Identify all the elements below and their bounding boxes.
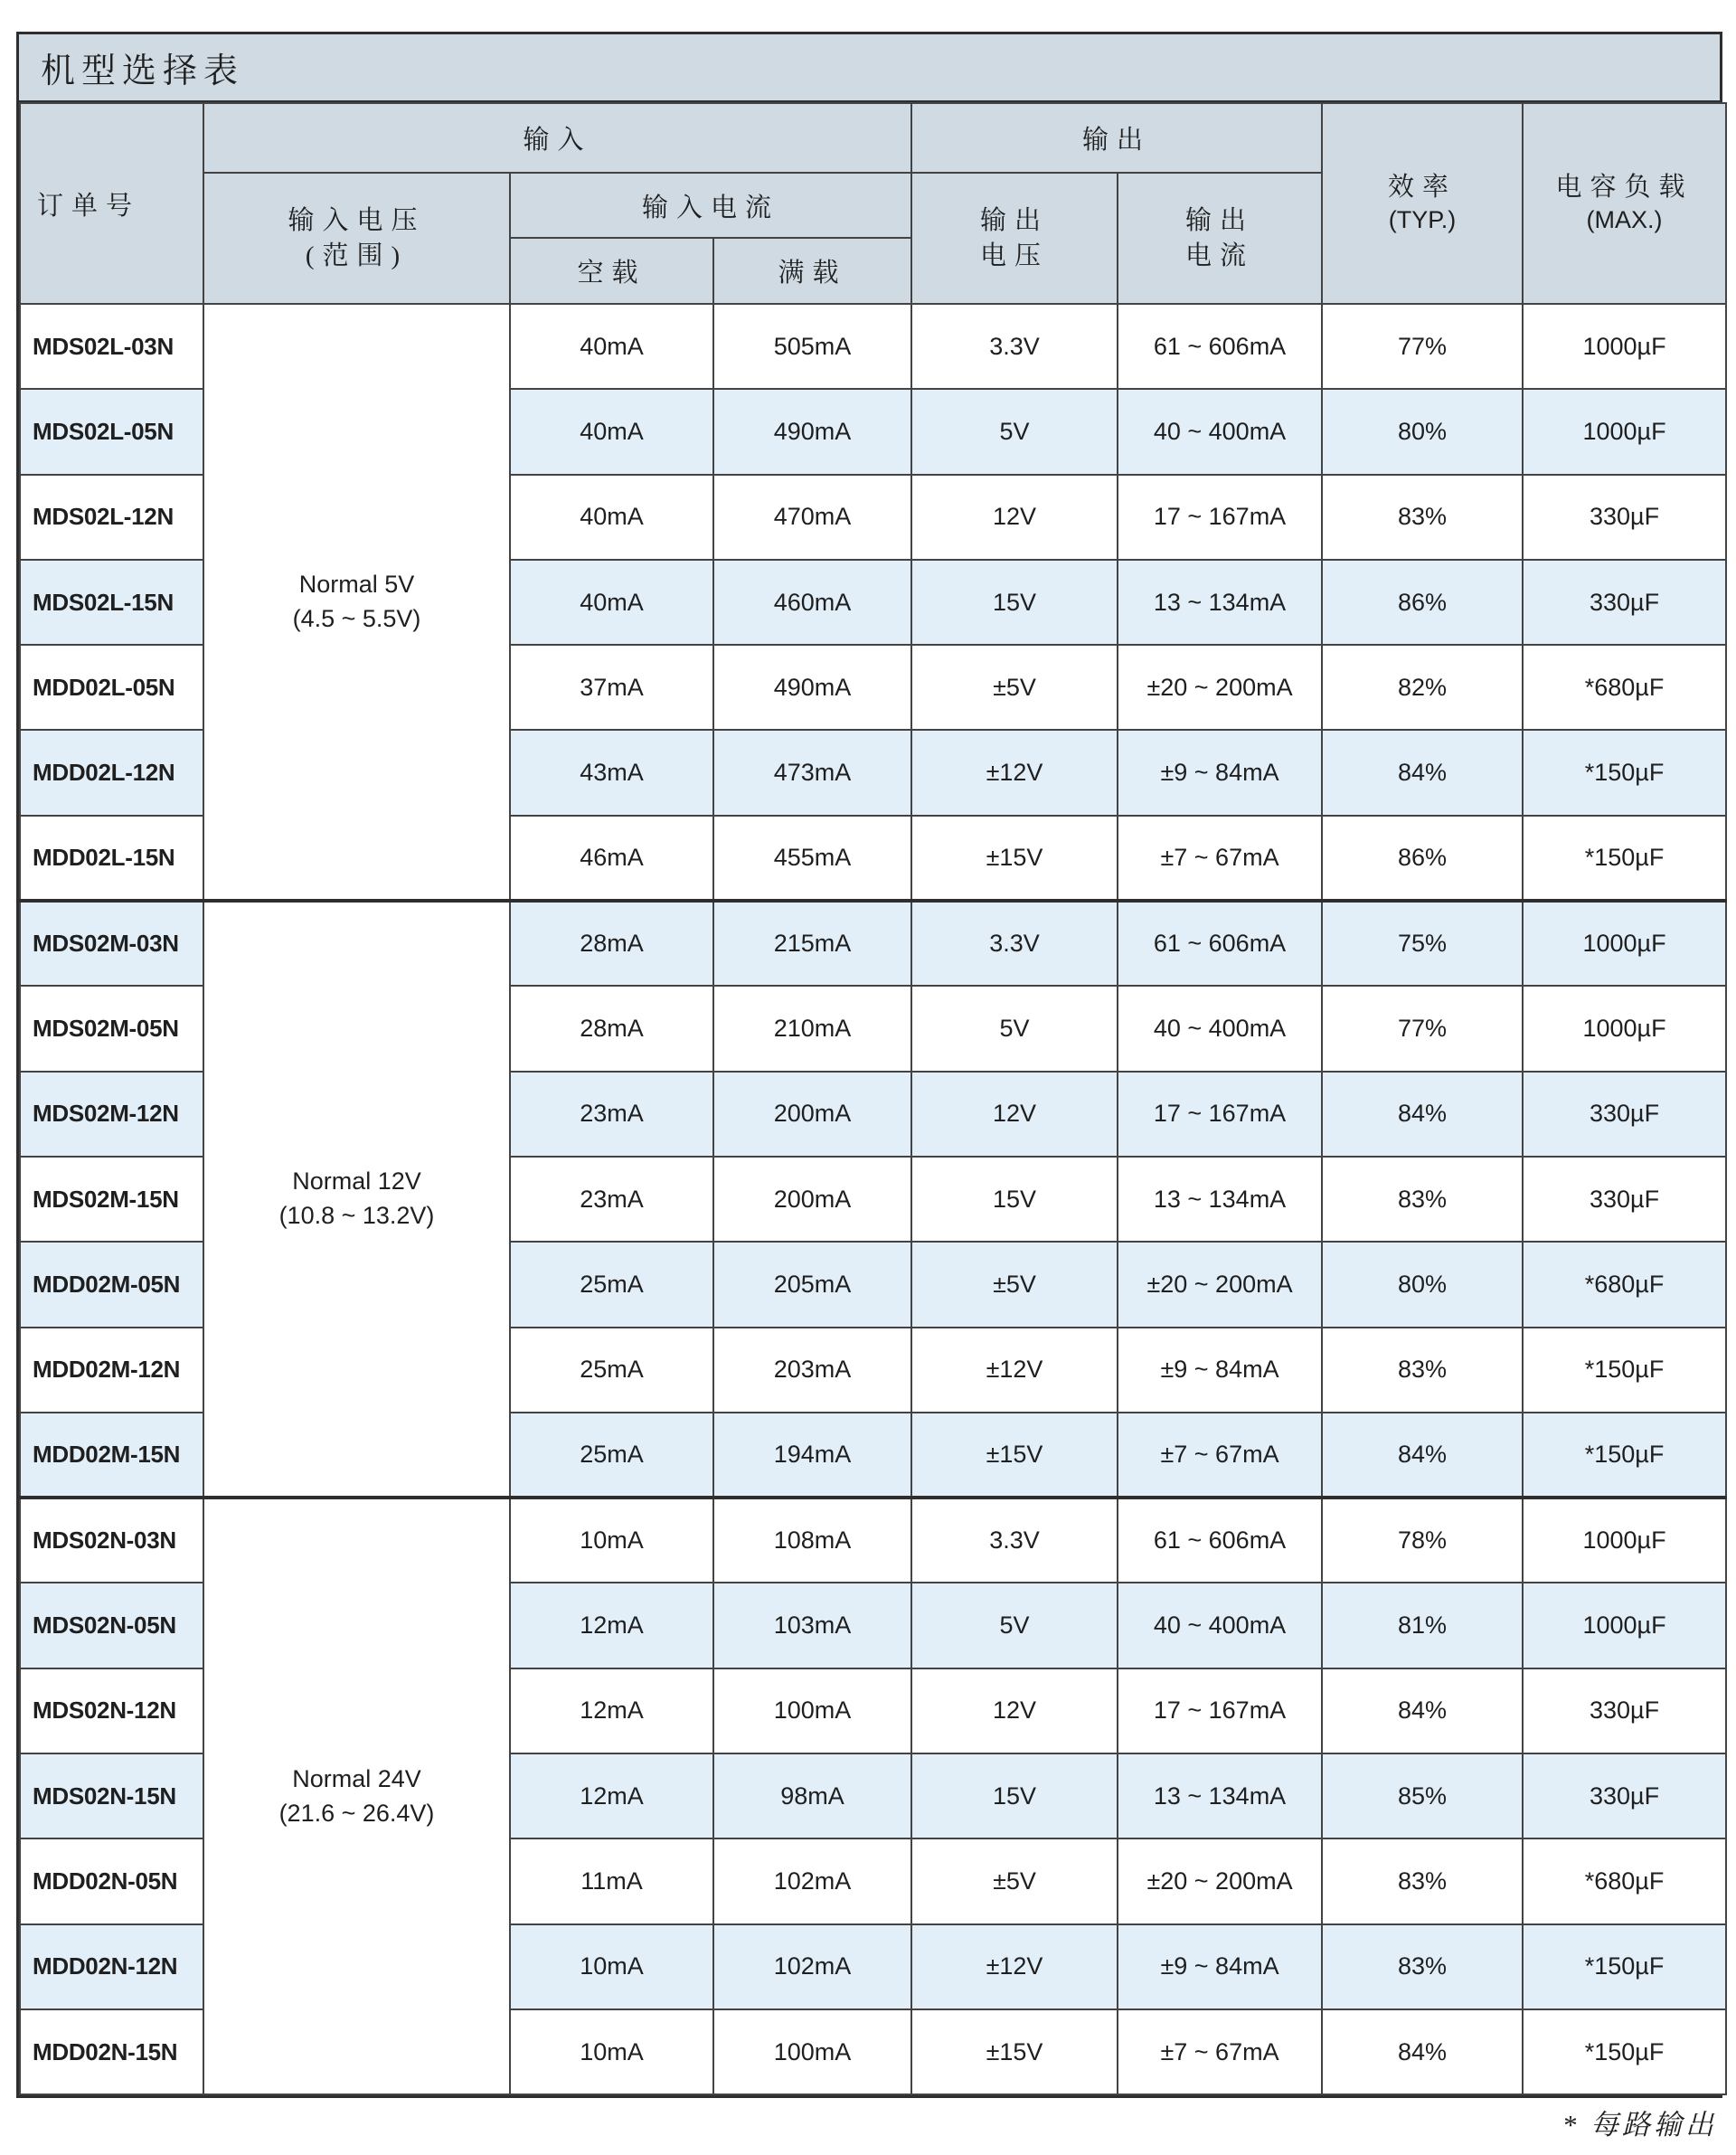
input-voltage-range: (10.8 ~ 13.2V) — [278, 1202, 435, 1230]
no-load-current-cell: 28mA — [510, 986, 713, 1071]
no-load-current-cell: 10mA — [510, 1498, 713, 1583]
output-voltage-cell: 3.3V — [911, 901, 1118, 986]
full-load-current-cell: 102mA — [713, 1924, 911, 2009]
cap-load-cell: 330µF — [1523, 1753, 1726, 1838]
full-load-current-cell: 505mA — [713, 304, 911, 389]
efficiency-cell: 85% — [1322, 1753, 1523, 1838]
cap-load-cell: 1000µF — [1523, 986, 1726, 1071]
efficiency-cell: 86% — [1322, 816, 1523, 901]
order-no-cell: MDD02M-05N — [20, 1242, 203, 1327]
output-current-cell: ±20 ~ 200mA — [1118, 1242, 1322, 1327]
no-load-current-cell: 40mA — [510, 475, 713, 560]
efficiency-cell: 83% — [1322, 1328, 1523, 1413]
no-load-current-cell: 40mA — [510, 304, 713, 389]
output-current-cell: 13 ~ 134mA — [1118, 1753, 1322, 1838]
efficiency-cell: 78% — [1322, 1498, 1523, 1583]
order-no-cell: MDD02M-12N — [20, 1328, 203, 1413]
output-current-cell: 61 ~ 606mA — [1118, 304, 1322, 389]
header-no-load: 空载 — [510, 238, 713, 304]
cap-load-cell: 1000µF — [1523, 1583, 1726, 1668]
full-load-current-cell: 108mA — [713, 1498, 911, 1583]
output-voltage-cell: ±15V — [911, 816, 1118, 901]
efficiency-cell: 82% — [1322, 645, 1523, 730]
efficiency-cell: 83% — [1322, 1924, 1523, 2009]
output-voltage-cell: 12V — [911, 1072, 1118, 1157]
table-row — [20, 304, 1726, 389]
cap-load-cell: *150µF — [1523, 1328, 1726, 1413]
output-voltage-cell: 12V — [911, 1668, 1118, 1753]
input-voltage-group-cell — [203, 1498, 510, 2094]
output-current-cell: ±20 ~ 200mA — [1118, 645, 1322, 730]
order-no-cell: MDD02L-05N — [20, 645, 203, 730]
output-current-cell: ±9 ~ 84mA — [1118, 1328, 1322, 1413]
output-current-cell: ±9 ~ 84mA — [1118, 1924, 1322, 2009]
table-header — [20, 103, 1726, 304]
full-load-current-cell: 98mA — [713, 1753, 911, 1838]
no-load-current-cell: 10mA — [510, 2009, 713, 2094]
output-current-cell: ±20 ~ 200mA — [1118, 1838, 1322, 1923]
cap-load-cell: 1000µF — [1523, 901, 1726, 986]
order-no-cell: MDS02L-03N — [20, 304, 203, 389]
efficiency-cell: 84% — [1322, 1413, 1523, 1498]
cap-load-cell: *680µF — [1523, 1242, 1726, 1327]
output-current-cell: ±7 ~ 67mA — [1118, 816, 1322, 901]
header-efficiency — [1322, 103, 1523, 304]
output-current-cell: 13 ~ 134mA — [1118, 1157, 1322, 1242]
cap-load-cell: 1000µF — [1523, 304, 1726, 389]
output-current-cell: ±7 ~ 67mA — [1118, 2009, 1322, 2094]
order-no-cell: MDD02L-12N — [20, 730, 203, 815]
order-no-cell: MDS02N-12N — [20, 1668, 203, 1753]
full-load-current-cell: 490mA — [713, 645, 911, 730]
order-no-cell: MDD02N-15N — [20, 2009, 203, 2094]
output-voltage-cell: ±5V — [911, 1242, 1118, 1327]
output-voltage-cell: 3.3V — [911, 1498, 1118, 1583]
order-no-cell: MDD02N-05N — [20, 1838, 203, 1923]
order-no-cell: MDS02L-12N — [20, 475, 203, 560]
full-load-current-cell: 194mA — [713, 1413, 911, 1498]
output-voltage-cell: ±12V — [911, 1924, 1118, 2009]
efficiency-cell: 84% — [1322, 1668, 1523, 1753]
output-current-cell: 40 ~ 400mA — [1118, 1583, 1322, 1668]
cap-load-cell: 330µF — [1523, 1072, 1726, 1157]
no-load-current-cell: 23mA — [510, 1157, 713, 1242]
no-load-current-cell: 46mA — [510, 816, 713, 901]
efficiency-cell: 83% — [1322, 1157, 1523, 1242]
efficiency-cell: 77% — [1322, 304, 1523, 389]
output-voltage-cell: 15V — [911, 1753, 1118, 1838]
sheet-title: 机型选择表 — [19, 34, 1720, 102]
order-no-cell: MDS02N-05N — [20, 1583, 203, 1668]
model-selection-table — [19, 102, 1727, 2095]
output-current-cell: 17 ~ 167mA — [1118, 1072, 1322, 1157]
header-output-group: 输出 — [911, 103, 1322, 173]
output-voltage-cell: ±5V — [911, 1838, 1118, 1923]
order-no-cell: MDD02N-12N — [20, 1924, 203, 2009]
no-load-current-cell: 25mA — [510, 1413, 713, 1498]
input-voltage-range: (4.5 ~ 5.5V) — [292, 604, 421, 632]
output-current-cell: 40 ~ 400mA — [1118, 986, 1322, 1071]
cap-load-cell: 330µF — [1523, 1157, 1726, 1242]
efficiency-cell: 81% — [1322, 1583, 1523, 1668]
output-current-cell: 40 ~ 400mA — [1118, 389, 1322, 474]
per-output-footnote: * 每路输出 — [1561, 2109, 1717, 2141]
output-voltage-cell: 15V — [911, 560, 1118, 645]
table-body — [20, 304, 1726, 2094]
full-load-current-cell: 100mA — [713, 1668, 911, 1753]
full-load-current-cell: 460mA — [713, 560, 911, 645]
order-no-cell: MDD02M-15N — [20, 1413, 203, 1498]
output-voltage-cell: 12V — [911, 475, 1118, 560]
output-voltage-cell: ±12V — [911, 730, 1118, 815]
full-load-current-cell: 200mA — [713, 1072, 911, 1157]
full-load-current-cell: 102mA — [713, 1838, 911, 1923]
full-load-current-cell: 455mA — [713, 816, 911, 901]
output-voltage-cell: ±15V — [911, 1413, 1118, 1498]
cap-load-cell: *680µF — [1523, 645, 1726, 730]
cap-load-cell: *150µF — [1523, 816, 1726, 901]
no-load-current-cell: 25mA — [510, 1242, 713, 1327]
cap-load-cell: 330µF — [1523, 560, 1726, 645]
no-load-current-cell: 23mA — [510, 1072, 713, 1157]
input-voltage-nominal: Normal 5V — [298, 570, 415, 598]
input-voltage-group-cell — [203, 304, 510, 901]
order-no-cell: MDS02L-15N — [20, 560, 203, 645]
cap-load-cell: 1000µF — [1523, 389, 1726, 474]
efficiency-cell: 75% — [1322, 901, 1523, 986]
output-voltage-cell: ±5V — [911, 645, 1118, 730]
header-output-voltage: 输出 电压 — [911, 173, 1118, 304]
full-load-current-cell: 100mA — [713, 2009, 911, 2094]
order-no-cell: MDS02M-15N — [20, 1157, 203, 1242]
cap-load-cell: 330µF — [1523, 1668, 1726, 1753]
order-no-cell: MDS02N-15N — [20, 1753, 203, 1838]
no-load-current-cell: 28mA — [510, 901, 713, 986]
efficiency-cell: 77% — [1322, 986, 1523, 1071]
cap-load-cell: *680µF — [1523, 1838, 1726, 1923]
header-efficiency-typ: (TYP.) — [1388, 206, 1457, 234]
input-voltage-range: (21.6 ~ 26.4V) — [278, 1799, 435, 1827]
efficiency-cell: 83% — [1322, 475, 1523, 560]
no-load-current-cell: 43mA — [510, 730, 713, 815]
output-current-cell: 17 ~ 167mA — [1118, 1668, 1322, 1753]
table-row — [20, 901, 1726, 986]
order-no-cell: MDS02M-03N — [20, 901, 203, 986]
header-input-group: 输入 — [203, 103, 911, 173]
full-load-current-cell: 470mA — [713, 475, 911, 560]
cap-load-cell: 330µF — [1523, 475, 1726, 560]
order-no-cell: MDS02N-03N — [20, 1498, 203, 1583]
header-cap-load — [1523, 103, 1726, 304]
header-input-voltage-label: 输入电压 — [288, 206, 426, 236]
full-load-current-cell: 490mA — [713, 389, 911, 474]
output-voltage-cell: 5V — [911, 1583, 1118, 1668]
header-order-no: 订单号 — [20, 103, 203, 304]
no-load-current-cell: 10mA — [510, 1924, 713, 2009]
output-current-cell: 61 ~ 606mA — [1118, 1498, 1322, 1583]
output-current-cell: ±7 ~ 67mA — [1118, 1413, 1322, 1498]
output-voltage-cell: ±15V — [911, 2009, 1118, 2094]
efficiency-cell: 80% — [1322, 1242, 1523, 1327]
table-row — [20, 1498, 1726, 1583]
efficiency-cell: 80% — [1322, 389, 1523, 474]
header-input-current: 输入电流 — [510, 173, 911, 238]
cap-load-cell: *150µF — [1523, 730, 1726, 815]
input-voltage-nominal: Normal 12V — [292, 1167, 421, 1196]
cap-load-cell: *150µF — [1523, 1924, 1726, 2009]
header-cap-load-label: 电容负载 — [1555, 173, 1694, 203]
output-current-cell: 13 ~ 134mA — [1118, 560, 1322, 645]
no-load-current-cell: 11mA — [510, 1838, 713, 1923]
efficiency-cell: 84% — [1322, 2009, 1523, 2094]
cap-load-cell: *150µF — [1523, 2009, 1726, 2094]
full-load-current-cell: 200mA — [713, 1157, 911, 1242]
no-load-current-cell: 40mA — [510, 389, 713, 474]
output-voltage-cell: 5V — [911, 389, 1118, 474]
input-voltage-nominal: Normal 24V — [292, 1764, 421, 1792]
header-input-voltage-range: (范围) — [305, 241, 409, 270]
no-load-current-cell: 12mA — [510, 1668, 713, 1753]
no-load-current-cell: 12mA — [510, 1583, 713, 1668]
full-load-current-cell: 205mA — [713, 1242, 911, 1327]
header-efficiency-label: 效率 — [1388, 173, 1458, 203]
full-load-current-cell: 473mA — [713, 730, 911, 815]
output-voltage-cell: 3.3V — [911, 304, 1118, 389]
output-voltage-cell: 15V — [911, 1157, 1118, 1242]
output-voltage-cell: 5V — [911, 986, 1118, 1071]
header-cap-load-max: (MAX.) — [1586, 206, 1663, 234]
no-load-current-cell: 40mA — [510, 560, 713, 645]
no-load-current-cell: 37mA — [510, 645, 713, 730]
efficiency-cell: 84% — [1322, 730, 1523, 815]
full-load-current-cell: 210mA — [713, 986, 911, 1071]
order-no-cell: MDS02L-05N — [20, 389, 203, 474]
order-no-cell: MDS02M-05N — [20, 986, 203, 1071]
full-load-current-cell: 215mA — [713, 901, 911, 986]
full-load-current-cell: 203mA — [713, 1328, 911, 1413]
full-load-current-cell: 103mA — [713, 1583, 911, 1668]
efficiency-cell: 84% — [1322, 1072, 1523, 1157]
output-voltage-cell: ±12V — [911, 1328, 1118, 1413]
no-load-current-cell: 25mA — [510, 1328, 713, 1413]
header-input-voltage — [203, 173, 510, 304]
order-no-cell: MDS02M-12N — [20, 1072, 203, 1157]
efficiency-cell: 83% — [1322, 1838, 1523, 1923]
model-selection-sheet — [16, 32, 1722, 2098]
header-output-current: 输出 电流 — [1118, 173, 1322, 304]
order-no-cell: MDD02L-15N — [20, 816, 203, 901]
output-current-cell: 61 ~ 606mA — [1118, 901, 1322, 986]
cap-load-cell: 1000µF — [1523, 1498, 1726, 1583]
header-full-load: 满载 — [713, 238, 911, 304]
output-current-cell: ±9 ~ 84mA — [1118, 730, 1322, 815]
efficiency-cell: 86% — [1322, 560, 1523, 645]
no-load-current-cell: 12mA — [510, 1753, 713, 1838]
output-current-cell: 17 ~ 167mA — [1118, 475, 1322, 560]
input-voltage-group-cell — [203, 901, 510, 1498]
cap-load-cell: *150µF — [1523, 1413, 1726, 1498]
